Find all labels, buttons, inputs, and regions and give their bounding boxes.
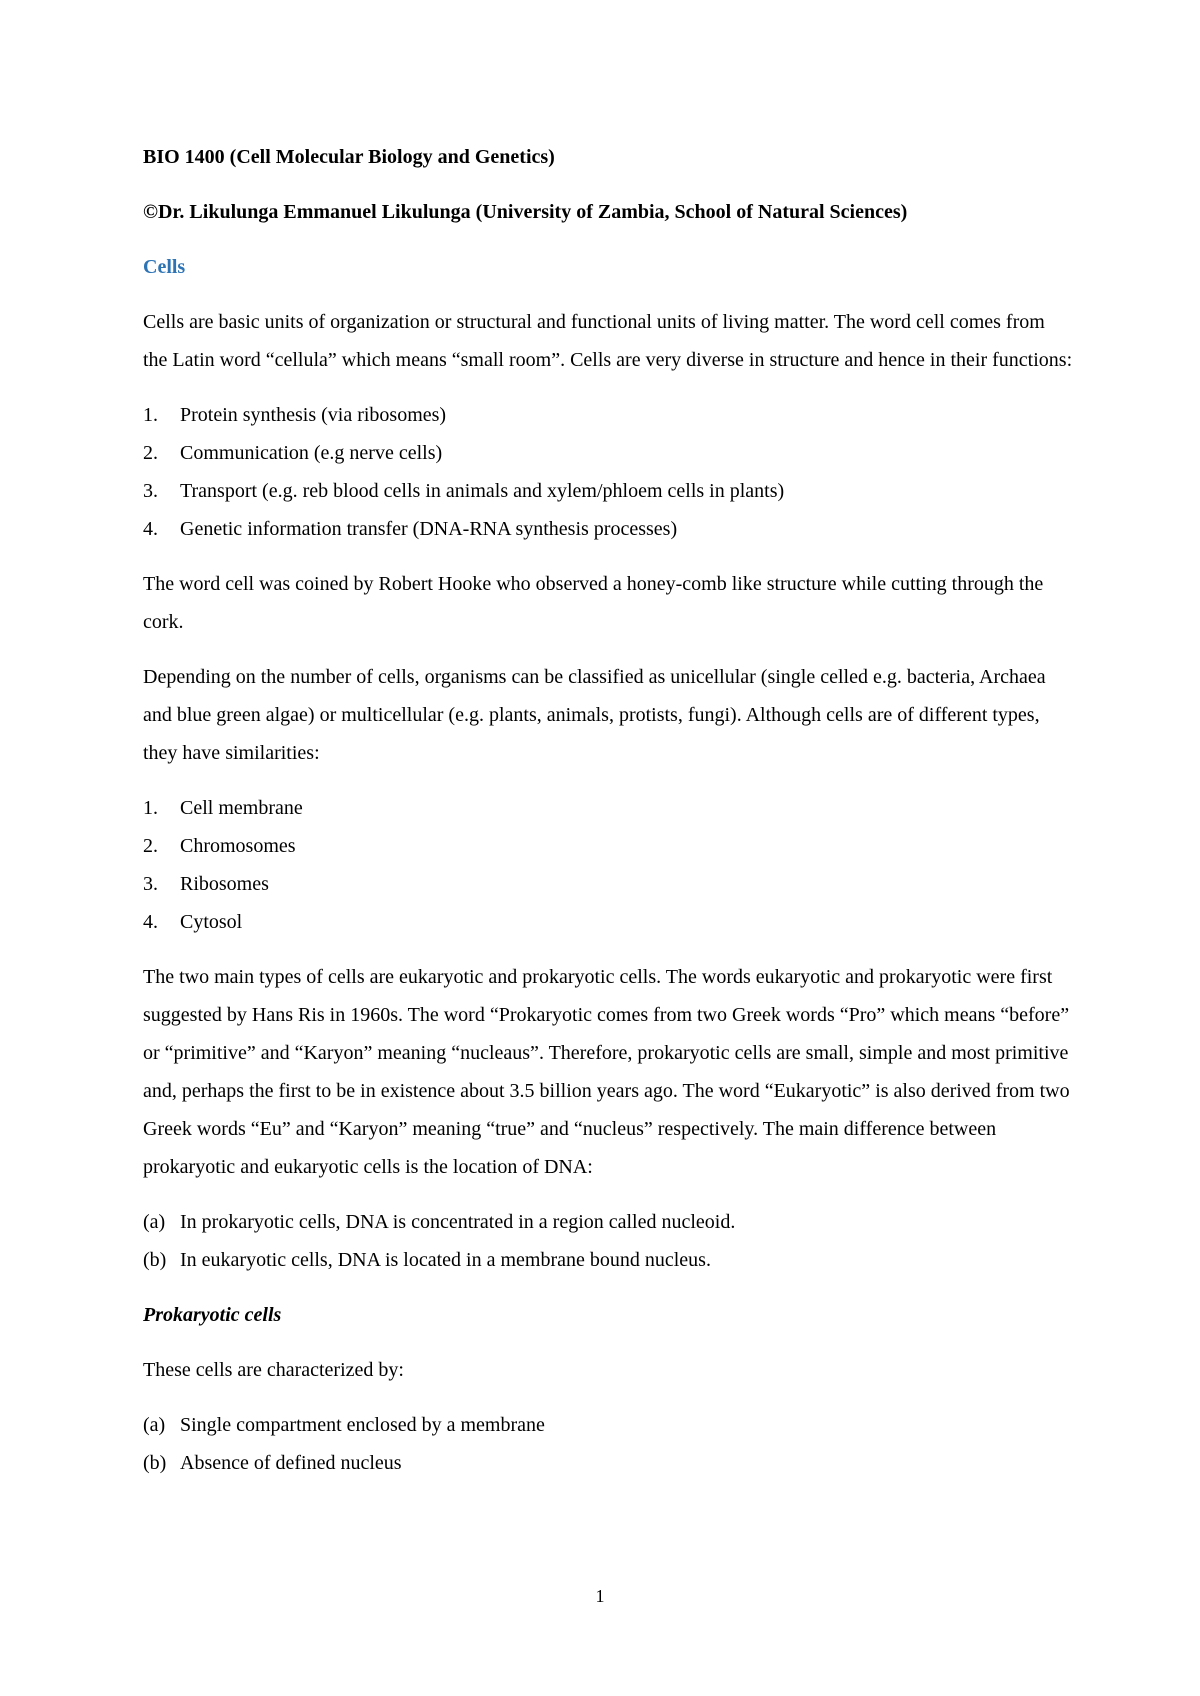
- list-item: [143, 903, 1073, 941]
- list-item: [143, 1444, 1073, 1482]
- list-item-text: Absence of defined nucleus: [180, 1452, 402, 1474]
- course-title: BIO 1400 (Cell Molecular Biology and Genetics): [143, 146, 555, 168]
- page-content: [143, 138, 1073, 1499]
- list-item: [143, 434, 1073, 472]
- dna-location-list: [143, 1203, 1073, 1279]
- list-item: [143, 1406, 1073, 1444]
- list-marker: (a): [143, 1211, 166, 1233]
- list-item-text: In eukaryotic cells, DNA is located in a membrane bound nucleus.: [180, 1249, 711, 1271]
- list-item-text: Cytosol: [180, 911, 243, 933]
- list-item-text: Protein synthesis (via ribosomes): [180, 404, 447, 426]
- list-item-text: In prokaryotic cells, DNA is concentrated in a region called nucleoid.: [180, 1211, 736, 1233]
- section-title-cells: Cells: [143, 256, 186, 278]
- list-item: [143, 472, 1073, 510]
- list-marker: (a): [143, 1414, 166, 1436]
- list-marker: 2.: [143, 442, 158, 464]
- list-marker: 2.: [143, 835, 158, 857]
- list-item: [143, 396, 1073, 434]
- list-marker: 1.: [143, 404, 158, 426]
- list-item: [143, 510, 1073, 548]
- cell-similarities-list: [143, 789, 1073, 941]
- list-item: [143, 827, 1073, 865]
- list-marker: 3.: [143, 873, 158, 895]
- list-item-text: Genetic information transfer (DNA-RNA synthesis processes): [180, 518, 678, 540]
- prokaryotic-characteristics-list: [143, 1406, 1073, 1482]
- list-item: [143, 789, 1073, 827]
- list-marker: 1.: [143, 797, 158, 819]
- cells-intro-paragraph: Cells are basic units of organization or structural and functional units of living matter. The word cell comes from the Latin word “cellula” which means “small room”. Cells are very diverse in structure and hence in their functions:: [143, 311, 1073, 371]
- list-marker: (b): [143, 1249, 167, 1271]
- list-marker: (b): [143, 1452, 167, 1474]
- list-item-text: Chromosomes: [180, 835, 296, 857]
- list-item: [143, 865, 1073, 903]
- list-item: [143, 1203, 1073, 1241]
- list-marker: 4.: [143, 518, 158, 540]
- list-marker: 4.: [143, 911, 158, 933]
- classification-paragraph: Depending on the number of cells, organisms can be classified as unicellular (single celled e.g. bacteria, Archaea and blue green algae) or multicellular (e.g. plants, animals, protists, fungi). Although cells are of different types, they have similarities:: [143, 666, 1046, 764]
- list-item: [143, 1241, 1073, 1279]
- section-title-prokaryotic: Prokaryotic cells: [143, 1304, 282, 1326]
- prokaryotic-intro-paragraph: These cells are characterized by:: [143, 1359, 404, 1381]
- list-item-text: Cell membrane: [180, 797, 303, 819]
- list-item-text: Single compartment enclosed by a membrane: [180, 1414, 545, 1436]
- list-item-text: Transport (e.g. reb blood cells in animals and xylem/phloem cells in plants): [180, 480, 785, 502]
- list-item-text: Communication (e.g nerve cells): [180, 442, 443, 464]
- page-number: 1: [595, 1586, 605, 1606]
- cell-types-paragraph: The two main types of cells are eukaryotic and prokaryotic cells. The words eukaryotic and prokaryotic were first suggested by Hans Ris in 1960s. The word “Prokaryotic comes from two Greek words “Pro” which means “before” or “primitive” and “Karyon” meaning “nucleaus”. Therefore, prokaryotic cells are small, simple and most primitive and, perhaps the first to be in existence about 3.5 billion years ago. The word “Eukaryotic” is also derived from two Greek words “Eu” and “Karyon” meaning “true” and “nucleus” respectively. The main difference between prokaryotic and eukaryotic cells is the location of DNA:: [143, 966, 1070, 1178]
- cell-functions-list: [143, 396, 1073, 548]
- hooke-paragraph: The word cell was coined by Robert Hooke who observed a honey-comb like structure while cutting through the cork.: [143, 573, 1044, 633]
- list-marker: 3.: [143, 480, 158, 502]
- author-line: ©Dr. Likulunga Emmanuel Likulunga (University of Zambia, School of Natural Sciences): [143, 201, 908, 223]
- list-item-text: Ribosomes: [180, 873, 269, 895]
